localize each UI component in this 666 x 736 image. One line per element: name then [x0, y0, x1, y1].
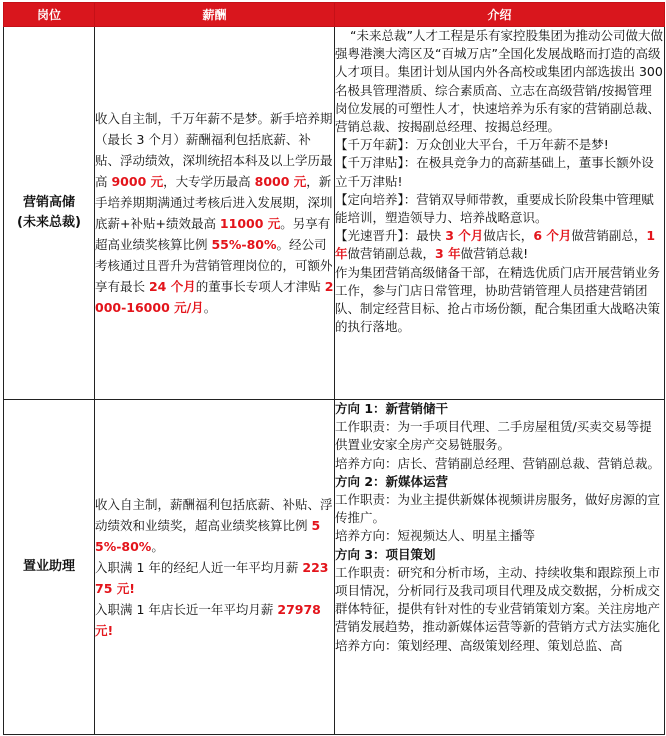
salary-text: ，新手培养期期满通过考核后进入发展期，深圳底薪+补贴+绩效最高 [95, 174, 333, 231]
salary-text: 。经公司考核通过且晋升为营销管理岗位的，可额外享有最长 [95, 237, 333, 294]
salary-highlight: 11000 元 [219, 216, 281, 231]
promotion-value: 3 年 [435, 246, 461, 262]
header-salary: 薪酬 [95, 3, 335, 27]
salary-text: 。 [203, 300, 217, 315]
salary-paragraph [95, 557, 334, 599]
salary-text: 入职满 1 年的经纪人近一年平均月薪 [95, 559, 303, 575]
salary-highlight: 27978 元 [95, 601, 321, 638]
table-row-property-assistant [4, 400, 665, 735]
intro-highlight-salary: 【千万年薪】：万众创业大平台，千万年薪不是梦! [335, 137, 609, 153]
position-cell-property-assistant [4, 400, 95, 735]
table-row-marketing-reserve [4, 27, 665, 400]
intro-cell-marketing-reserve [335, 27, 665, 400]
position-title: 置业助理 [22, 559, 75, 574]
salary-highlight: 22375 元 [95, 559, 329, 596]
salary-text: ! [129, 580, 135, 596]
salary-paragraph [95, 494, 334, 557]
intro-paragraph: 作为集团营销高级储备干部，在精选优质门店开展营销业务工作，参与门店日常管理，协助营销管理人员搭建营销团队、制定经营目标、抢占市场份额，配合集团重大战略决策的执行落地。 [335, 264, 661, 335]
intro-highlight-training: 【定向培养】：营销双导师带教，重要成长阶段集中管理赋能培训，塑造领导力、培养战略意识。 [335, 191, 654, 226]
direction-duty: 工作职责：研究和分析市场，主动、持续收集和跟踪预上市项目情况，分析同行及我司项目代理及成交数据，分析成交群体特征，提供有针对性的专业营销策划方案。关注房地产营销发展趋势，推动新媒体运营等新的营销方式方法实施化 [335, 564, 661, 635]
promotion-text: 做营销总裁! [460, 246, 529, 262]
salary-cell-marketing-reserve [95, 27, 335, 400]
header-intro: 介绍 [335, 3, 665, 27]
salary-text: ，大专学历最高 [163, 174, 255, 189]
intro-paragraph: “未来总裁”人才工程是乐有家控股集团为推动公司做大做强粤港澳大湾区及“百城万店”全国化发展战略而打造的高级人才项目。集团计划从国内外各高校或集团内部选拔出 300 名极具管理潜质、综合素质高、立志在高级营销/按揭管理岗位发展的可塑性人才，快速培养为乐有家的营销副总裁、营销总裁、按揭副总经理、按揭总经理。 [335, 28, 663, 135]
promotion-text: 【光速晋升】：最快 [335, 228, 446, 244]
salary-highlight: 2000-16000 元/月 [95, 279, 334, 315]
intro-highlight-allowance: 【千万津贴】：在极具竞争力的高薪基础上，董事长额外设立千万津贴! [335, 155, 654, 189]
direction-career-path: 培养方向：店长、营销副总经理、营销副总裁、营销总裁。 [335, 455, 661, 471]
promotion-text: 做营销副总裁， [347, 246, 436, 262]
promotion-value: 6 个月 [533, 228, 572, 244]
salary-text: ! [107, 622, 114, 638]
salary-highlight: 24 个月 [148, 279, 196, 294]
header-position: 岗位 [4, 3, 95, 27]
salary-text: 的董事长专项人才津贴 [195, 279, 325, 294]
position-title: 营销高储 [22, 195, 75, 210]
promotion-value: 1 年 [335, 228, 656, 262]
intro-cell-property-assistant [335, 400, 665, 735]
position-subtitle: (未来总裁) [17, 215, 81, 230]
promotion-text: 做店长， [483, 228, 534, 244]
direction-title: 方向 3：项目策划 [335, 546, 436, 562]
salary-cell-property-assistant [95, 400, 335, 735]
direction-career-path: 培养方向：短视频达人、明星主播等 [335, 528, 536, 544]
direction-duty: 工作职责：为业主提供新媒体视频讲房服务，做好房源的宣传推广。 [335, 492, 661, 526]
table-header-row [4, 3, 665, 27]
promotion-value: 3 个月 [445, 228, 484, 244]
salary-text: 。 [151, 538, 164, 554]
salary-text: 收入自主制，薪酬福利包括底薪、补贴、浮动绩效和业绩奖，超高业绩奖核算比例 [95, 496, 333, 533]
promotion-text: 做营销副总， [571, 228, 647, 244]
direction-title: 方向 1：新营销储干 [335, 401, 449, 416]
position-cell-marketing-reserve [4, 27, 95, 400]
direction-title: 方向 2：新媒体运营 [335, 473, 449, 489]
salary-paragraph [95, 599, 334, 641]
salary-text: 收入自主制，千万年薪不是梦。新手培养期（最长 3 个月）薪酬福利包括底薪、补贴、浮动绩效，深圳统招本科及以上学历最高 [95, 111, 333, 189]
recruitment-table [3, 2, 665, 735]
direction-duty: 工作职责：为一手项目代理、二手房屋租赁/买卖交易等提供置业安家全房产交易链服务。 [335, 419, 652, 453]
salary-highlight: 55%-80% [211, 237, 277, 252]
salary-highlight: 8000 元 [254, 174, 307, 189]
direction-career-path: 培养方向：策划经理、高级策划经理、策划总监、高 [335, 637, 623, 653]
salary-text: 。另享有超高业绩奖核算比例 [95, 216, 331, 252]
salary-highlight: 55%-80% [95, 517, 321, 554]
intro-highlight-promotion [335, 227, 664, 263]
salary-text: 入职满 1 年店长近一年平均月薪 [95, 601, 278, 617]
salary-highlight: 9000 元 [111, 174, 164, 189]
